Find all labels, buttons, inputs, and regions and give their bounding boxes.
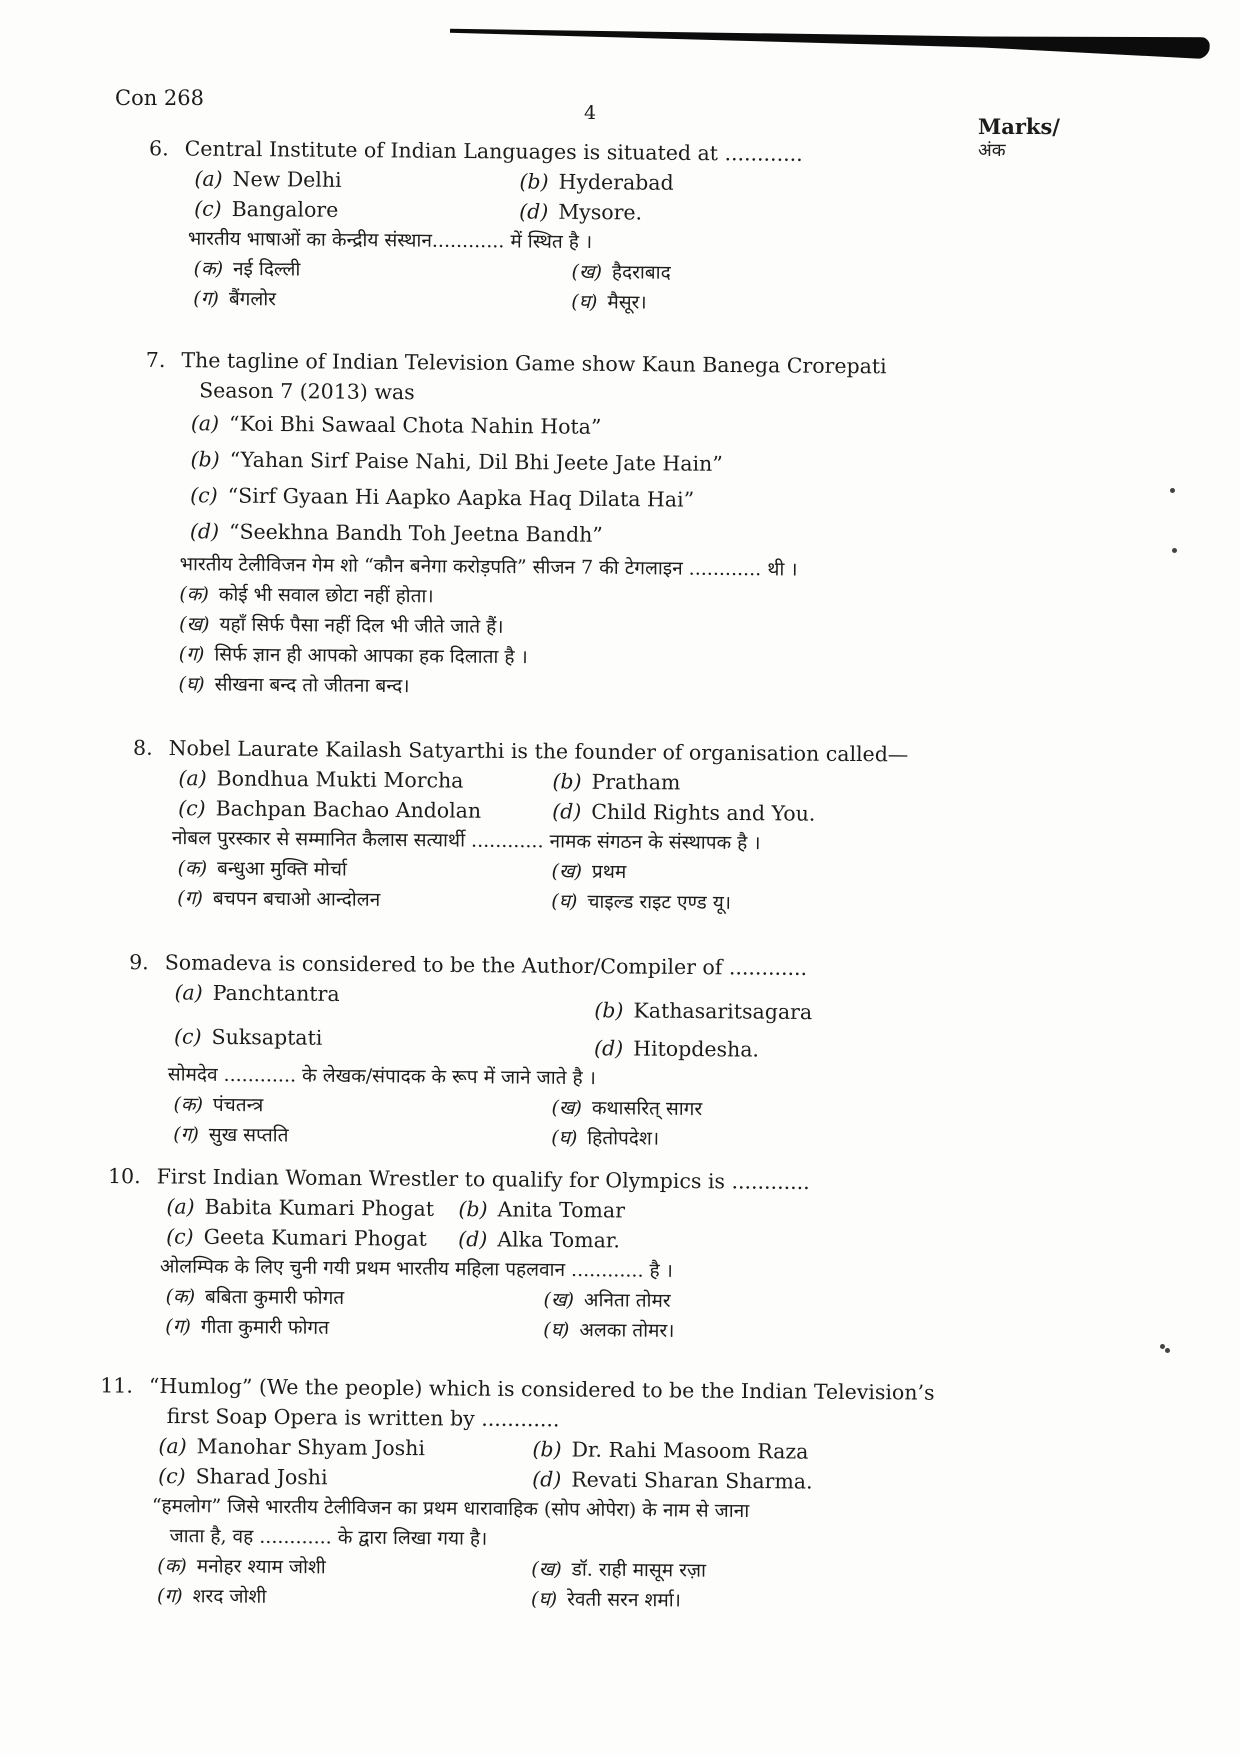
option-text: “Koi Bhi Sawaal Chota Nahin Hota” <box>228 411 602 439</box>
option-label: (ख) <box>179 613 210 636</box>
option-label: (ग) <box>177 887 203 910</box>
question-text-hindi: ओलम्पिक के लिए चुनी गयी प्रथम भारतीय महिला पहलवान ............ है । <box>159 1255 674 1282</box>
option-text: चाइल्ड राइट एण्ड यू। <box>587 890 732 914</box>
question-6 <box>131 133 803 319</box>
option-text: Bondhua Mukti Morcha <box>216 766 464 793</box>
scan-ink-stroke <box>450 20 1210 59</box>
scan-speck <box>1170 488 1175 493</box>
option-text: Anita Tomar <box>497 1197 626 1223</box>
marks-label-hindi: अंक <box>978 140 1006 162</box>
option-text: सिर्फ ज्ञान ही आपको आपका हक दिलाता है । <box>214 643 528 669</box>
option-label: (क) <box>179 583 209 606</box>
page-number: 4 <box>584 102 597 124</box>
option-label: (c) <box>194 196 222 221</box>
question-11 <box>95 1370 935 1617</box>
option-label: (b) <box>190 447 220 472</box>
question-10 <box>103 1161 810 1347</box>
option-label: (ख) <box>551 860 583 883</box>
scan-speck <box>1165 1348 1170 1353</box>
option-label: (घ) <box>178 673 205 696</box>
scan-speck <box>1172 548 1177 553</box>
option-label: (ग) <box>165 1315 191 1338</box>
option-label: (c) <box>166 1224 194 1249</box>
option-text: कोई भी सवाल छोटा नहीं होता। <box>218 583 434 608</box>
option-label: (क) <box>157 1554 187 1578</box>
question-number: 8. <box>133 735 153 760</box>
option-label: (घ) <box>571 290 598 314</box>
question-text: First Indian Woman Wrestler to qualify for Olympics is ............ <box>156 1164 810 1195</box>
paper-code: Con 268 <box>115 86 204 110</box>
question-text-hindi: नोबल पुरस्कार से सम्मानित कैलास सत्यार्थी ............ नामक संगठन के संस्थापक है । <box>171 827 761 855</box>
question-9 <box>111 947 813 1155</box>
question-text-cont: first Soap Opera is written by ............ <box>166 1403 560 1432</box>
option-label: (d) <box>519 199 549 224</box>
option-text: Geeta Kumari Phogat <box>203 1224 427 1251</box>
option-text: मैसूर। <box>607 291 647 314</box>
option-label: (क) <box>193 257 224 280</box>
option-text: हितोपदेश। <box>587 1127 660 1150</box>
question-text-hindi: “हमलोग” जिसे भारतीय टेलीविजन का प्रथम धारावाहिक (सोप ओपेरा) के नाम से जाना <box>151 1494 750 1523</box>
option-label: (घ) <box>543 1318 570 1341</box>
option-label: (घ) <box>551 890 578 913</box>
question-text-hindi-cont: जाता है, वह ............ के द्वारा लिखा गया है। <box>169 1524 488 1550</box>
option-text: “Seekhna Bandh Toh Jeetna Bandh” <box>228 519 603 547</box>
option-text: रेवती सरन शर्मा। <box>567 1588 681 1612</box>
option-label: (c) <box>178 796 206 821</box>
option-text: Babita Kumari Phogat <box>204 1194 435 1221</box>
option-text: कथासरित् सागर <box>591 1097 703 1121</box>
option-text: Panchtantra <box>212 980 340 1006</box>
question-text: Nobel Laurate Kailash Satyarthi is the founder of organisation called— <box>168 736 909 767</box>
option-text: Revati Sharan Sharma. <box>571 1467 813 1494</box>
marks-label: Marks/ <box>978 114 1060 139</box>
option-text: यहाँ सिर्फ पैसा नहीं दिल भी जीते जाते हैं। <box>219 613 504 638</box>
scan-speck <box>1160 1344 1165 1349</box>
option-text: बैंगलोर <box>228 287 277 311</box>
question-text-hindi: भारतीय भाषाओं का केन्द्रीय संस्थान............ में स्थित है । <box>187 227 593 254</box>
option-text: Kathasaritsagara <box>633 998 813 1025</box>
option-text: हैदराबाद <box>611 261 671 284</box>
option-text: “Yahan Sirf Paise Nahi, Dil Bhi Jeete Jate Hain” <box>229 447 723 476</box>
option-text: Bachpan Bachao Andolan <box>215 796 482 823</box>
option-label: (ग) <box>193 287 219 310</box>
option-text: Hitopdesha. <box>633 1036 760 1062</box>
option-label: (d) <box>532 1467 562 1492</box>
option-text: New Delhi <box>232 166 342 192</box>
option-label: (b) <box>552 769 582 794</box>
option-text: Hyderabad <box>558 169 674 195</box>
option-label: (घ) <box>530 1588 558 1611</box>
option-text: Manohar Shyam Joshi <box>196 1434 426 1461</box>
option-label: (b) <box>532 1437 562 1462</box>
option-label: (a) <box>174 980 203 1005</box>
option-label: (घ) <box>551 1126 578 1150</box>
question-text-hindi: सोमदेव ............ के लेखक/संपादक के रूप में जाने जाते है । <box>167 1063 596 1090</box>
option-text: “Sirf Gyaan Hi Aapko Aapka Haq Dilata Hai” <box>227 483 695 512</box>
option-text: Suksaptati <box>211 1024 323 1050</box>
option-label: (a) <box>178 766 207 791</box>
option-label: (b) <box>519 169 549 194</box>
option-text: बबिता कुमारी फोगत <box>204 1285 345 1310</box>
option-text: अलका तोमर। <box>579 1319 675 1342</box>
option-label: (c) <box>190 483 218 508</box>
option-label: (ख) <box>531 1558 562 1581</box>
option-text: Bangalore <box>231 196 339 222</box>
marks-heading <box>978 114 1060 163</box>
option-label: (ग) <box>157 1584 183 1608</box>
question-text: “Humlog” (We the people) which is considered to be the Indian Television’s <box>148 1373 935 1405</box>
question-number: 11. <box>100 1373 134 1398</box>
question-text: The tagline of Indian Television Game show Kaun Banega Crorepati <box>181 348 887 379</box>
option-text: पंचतन्त्र <box>212 1093 264 1117</box>
question-number: 6. <box>148 136 169 161</box>
option-label: (ख) <box>551 1096 582 1120</box>
option-text: मनोहर श्याम जोशी <box>196 1555 326 1579</box>
option-label: (d) <box>458 1227 488 1252</box>
option-label: (a) <box>158 1433 187 1459</box>
option-text: शरद जोशी <box>192 1585 267 1608</box>
option-label: (क) <box>173 1093 204 1116</box>
option-text: डॉ. राही मासूम रज़ा <box>571 1558 707 1582</box>
question-8 <box>115 733 908 920</box>
option-label: (a) <box>166 1194 195 1219</box>
option-text: सुख सप्तति <box>208 1123 289 1147</box>
option-text: सीखना बन्द तो जीतना बन्द। <box>214 673 410 698</box>
question-number: 7. <box>145 347 166 373</box>
option-label: (c) <box>174 1024 202 1049</box>
question-number: 10. <box>107 1163 141 1189</box>
option-text: Alka Tomar. <box>497 1227 621 1253</box>
question-text: Somadeva is considered to be the Author/Compiler of ............ <box>164 950 808 981</box>
option-text: Child Rights and You. <box>591 799 816 826</box>
option-label: (d) <box>552 799 582 824</box>
option-label: (b) <box>594 998 624 1023</box>
question-text-hindi: भारतीय टेलीविजन गेम शो “कौन बनेगा करोड़पति” सीजन 7 की टेगलाइन ............ थी । <box>179 553 798 581</box>
option-text: बचपन बचाओ आन्दोलन <box>212 887 381 911</box>
question-number: 9. <box>129 950 149 975</box>
option-label: (d) <box>593 1036 624 1061</box>
option-text: Pratham <box>591 769 681 795</box>
option-label: (क) <box>177 857 208 880</box>
option-label: (b) <box>458 1197 488 1222</box>
question-text: Central Institute of Indian Languages is situated at ............ <box>184 136 803 166</box>
option-label: (c) <box>158 1463 186 1489</box>
option-label: (a) <box>194 166 223 191</box>
option-text: अनिता तोमर <box>583 1289 671 1312</box>
question-7 <box>126 345 886 706</box>
option-label: (d) <box>189 519 220 544</box>
option-label: (ग) <box>178 643 205 666</box>
option-text: Dr. Rahi Masoom Raza <box>571 1437 809 1464</box>
option-text: गीता कुमारी फोगत <box>200 1315 330 1339</box>
option-text: प्रथम <box>591 860 627 883</box>
question-text-cont: Season 7 (2013) was <box>199 378 415 405</box>
option-text: बन्धुआ मुक्ति मोर्चा <box>216 857 348 881</box>
option-text: Sharad Joshi <box>195 1464 328 1490</box>
option-label: (ख) <box>571 260 603 284</box>
option-label: (ग) <box>173 1123 199 1146</box>
option-text: नई दिल्ली <box>232 257 301 281</box>
option-label: (क) <box>165 1285 196 1308</box>
option-label: (ख) <box>543 1288 575 1312</box>
option-label: (a) <box>190 411 220 436</box>
option-text: Mysore. <box>558 199 643 225</box>
